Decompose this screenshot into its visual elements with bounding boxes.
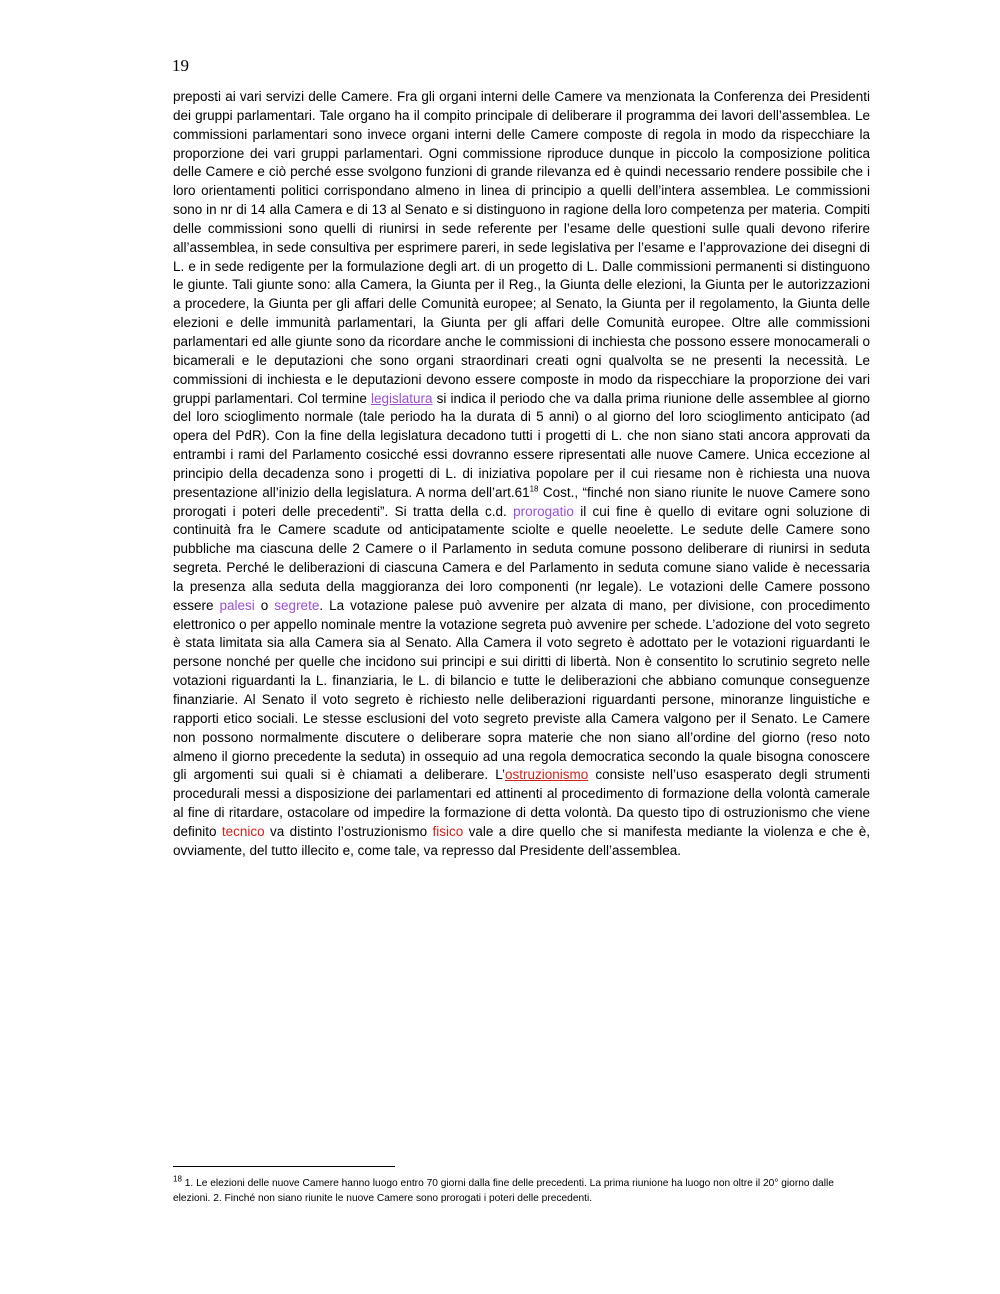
- text-segment: consiste nell’uso esasperato degli strumenti procedurali messi a disposizione dei parlamentari ed attinenti al procedimento di formazione della volontà camerale al fine di ritardare, ostacolare od impedire la formazione di detta volontà. Da questo tipo di ostruzionismo che viene definito: [173, 767, 870, 839]
- text-segment: . La votazione palese può avvenire per alzata di mano, per divisione, con procedimento elettronico o per appello nominale mentre la votazione segreta può avvenire per schede. L’adozione del voto segreto è stata limitata sia alla Camera sia al Senato. Alla Camera il voto segreto è adottato per le votazioni riguardanti le persone nonché per quelle che incidono sui principi e sui diritti di libertà. Non è consentito lo scrutinio segreto nelle votazioni riguardanti la L. finanziaria, le L. di bilancio e tutte le deliberazioni che abbiano comunque conseguenze finanziarie. Al Senato il voto segreto è richiesto nelle deliberazioni riguardanti persone, minoranze linguistiche e rapporti etico sociali. Le stesse esclusioni del voto segreto previste alla Camera valgono per il Senato. Le Camere non possono normalmente discutere o deliberare sopra materie che non siano all’ordine del giorno (reso noto almeno il giorno precedente la seduta) in ossequio ad una regola democratica secondo la quale bisogna conoscere gli argomenti sui quali si è chiamati a deliberare. L’: [173, 597, 870, 783]
- keyword-segrete: segrete: [274, 597, 320, 613]
- text-segment: si indica il periodo che va dalla prima riunione delle assemblee al giorno del loro scioglimento normale (tale periodo ha la durata di 5 anni) o al giorno del loro scioglimento anticipato (ad opera del PdR). Con la fine della legislatura decadono tutti i progetti di L. che non siano stati ancora approvati da entrambi i rami del Parlamento cosicché essi dovranno essere ripresentati alle nuove Camere. Unica eccezione al principio della decadenza sono i progetti di L. di iniziativa popolare per il cui riesame non è richiesta una nuova presentazione all’inizio della legislatura. A norma dell’art.61: [173, 390, 870, 500]
- footnote-text: 1. Le elezioni delle nuove Camere hanno luogo entro 70 giorni dalla fine delle precedenti. La prima riunione ha luogo non oltre il 20° giorno dalle elezioni. 2. Finché non siano riunite le nuove Camere sono prorogati i poteri delle precedenti.: [173, 1178, 834, 1204]
- body-paragraph: [173, 88, 870, 861]
- keyword-prorogatio: prorogatio: [513, 503, 574, 519]
- text-segment: Cost., “finché non siano riunite le nuove Camere sono prorogati i poteri delle precedenti”. Si tratta della c.d.: [173, 484, 870, 519]
- page-number: 19: [172, 56, 189, 75]
- text-segment: vale a dire quello che si manifesta mediante la violenza e che è, ovviamente, del tutto illecito e, come tale, va represso dal Presidente dell’assemblea.: [173, 823, 870, 858]
- link-ostruzionismo[interactable]: ostruzionismo: [504, 767, 589, 783]
- text-segment: il cui fine è quello di evitare ogni soluzione di continuità fra le Camere scadute od anticipatamente sciolte e quelle neoelette. Le sedute delle Camere sono pubbliche ma ciascuna delle 2 Camere o il Parlamento in seduta comune possono deliberare di riunirsi in seduta segreta. Perché le deliberazioni di ciascuna Camera e del Parlamento in seduta comune siano valide è necessaria la presenza alla seduta della maggioranza dei loro componenti (nr legale). Le votazioni delle Camere possono essere: [173, 503, 871, 613]
- footnote-separator: [173, 1166, 395, 1167]
- text-segment: va distinto l’ostruzionismo: [264, 823, 433, 839]
- keyword-tecnico: tecnico: [221, 823, 265, 839]
- keyword-palesi: palesi: [219, 597, 255, 613]
- text-segment: preposti ai vari servizi delle Camere. Fra gli organi interni delle Camere va menzionata la Conferenza dei Presidenti dei gruppi parlamentari. Tale organo ha il compito principale di deliberare il programma dei lavori dell’assemblea. Le commissioni parlamentari sono invece organi interni delle Camere composte di regola in modo da rispecchiare la proporzione dei vari gruppi parlamentari. Ogni commissione riproduce dunque in piccolo la composizione politica delle Camere e ciò perché esse svolgono funzioni di grande rilevanza ed è quindi necessario rendere possibile che i loro orientamenti politici corrispondano almeno in linea di principio a quelli dell’intera assemblea. Le commissioni sono in nr di 14 alla Camera e di 13 al Senato e si distinguono in ragione della loro competenza per materia. Compiti delle commissioni sono quelli di riunirsi in sede referente per l’esame delle questioni sulle quali devono riferire all’assemblea, in sede consultiva per esprimere pareri, in sede legislativa per l’esame e l’approvazione dei disegni di L. e in sede redigente per la formulazione degli art. di un progetto di L. Dalle commissioni permanenti si distinguono le giunte. Tali giunte sono: alla Camera, la Giunta per il Reg., la Giunta delle elezioni, la Giunta per le autorizzazioni a procedere, la Giunta per gli affari delle Comunità europee; al Senato, la Giunta per il regolamento, la Giunta delle elezioni e delle immunità parlamentari, la Giunta per gli affari delle Comunità europee. Oltre alle commissioni parlamentari ed alle giunte sono da ricordare anche le commissioni di inchiesta che possono essere monocamerali o bicamerali e le deputazioni che sono organi straordinari creati ogni qualvolta se ne presenti la necessità. Le commissioni di inchiesta e le deputazioni devono essere composte in modo da rispecchiare la proporzione dei vari gruppi parlamentari. Col termine: [173, 89, 870, 406]
- footnote-number: 18: [173, 1174, 182, 1184]
- link-legislatura[interactable]: legislatura: [370, 390, 433, 406]
- footnote: [173, 1176, 870, 1206]
- keyword-fisico: fisico: [432, 823, 464, 839]
- text-segment: o: [254, 597, 275, 613]
- footnote-reference[interactable]: 18: [529, 484, 539, 494]
